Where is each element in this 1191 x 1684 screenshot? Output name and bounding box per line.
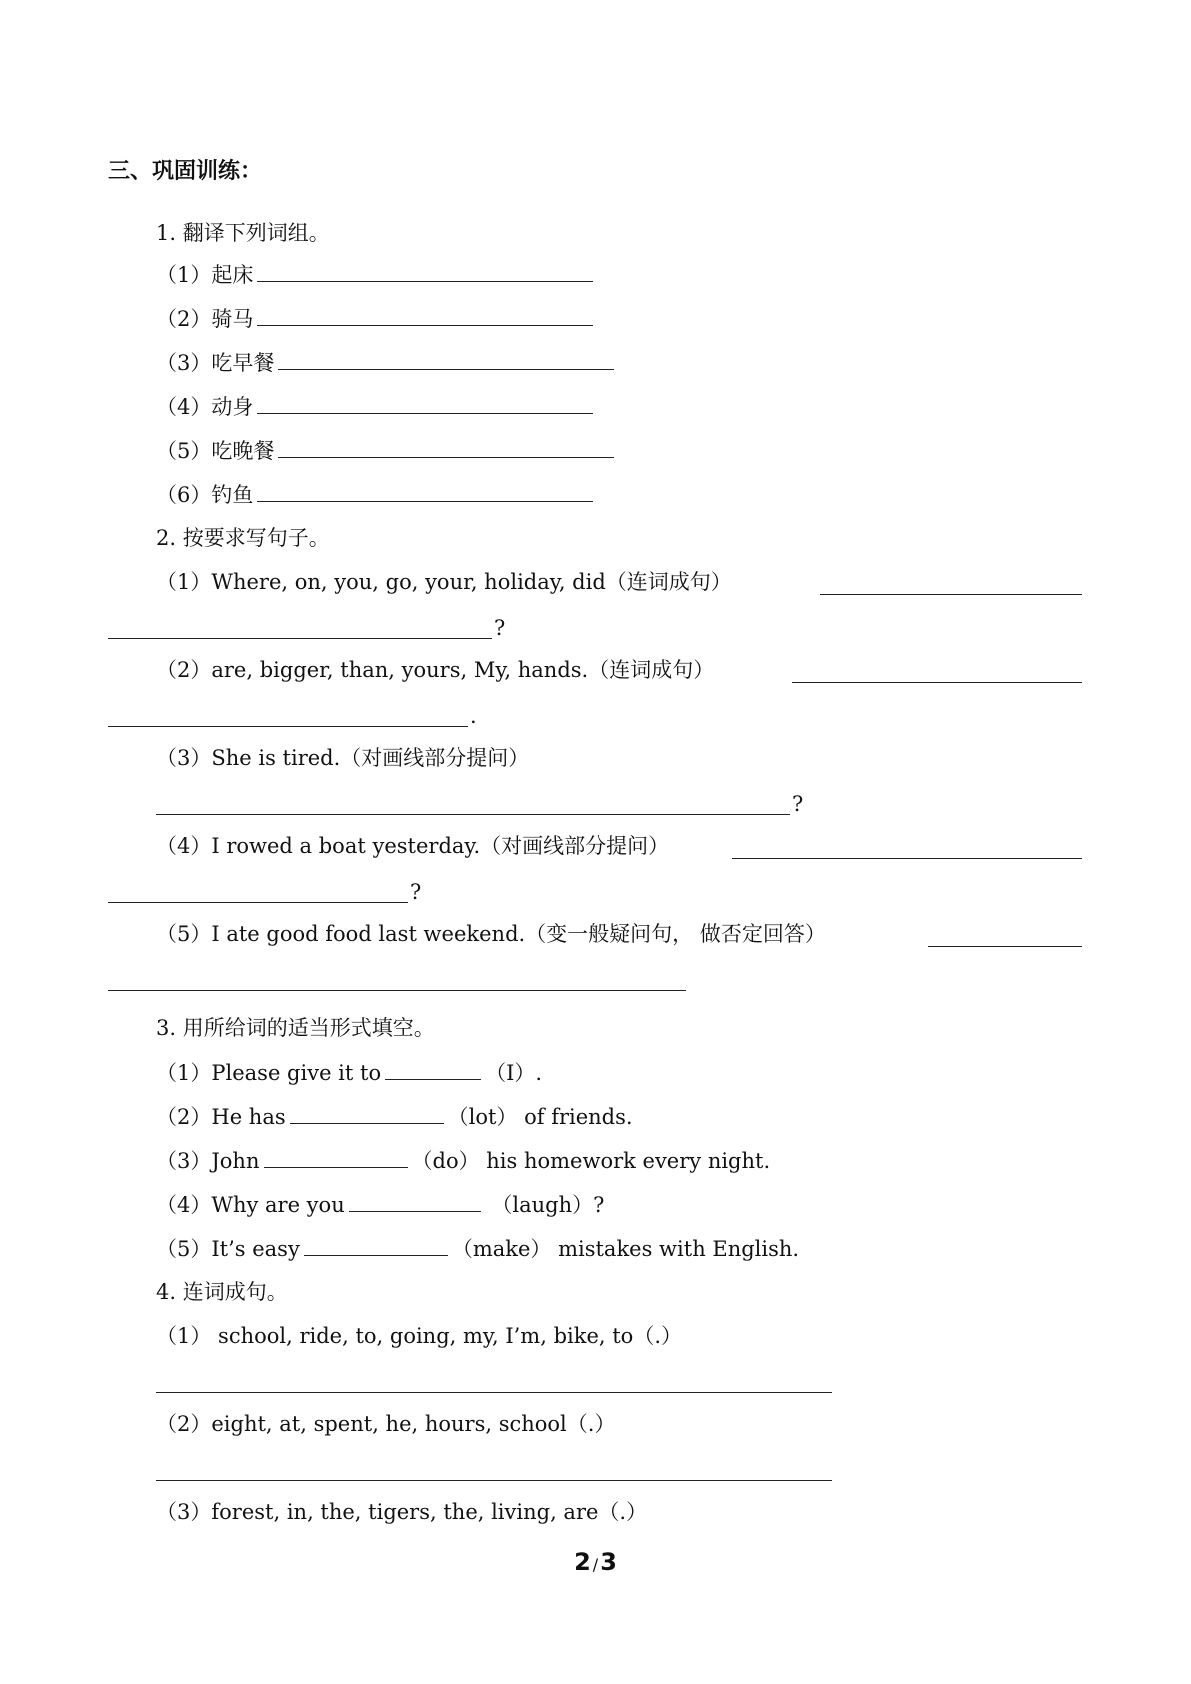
answer-line[interactable] [928,946,1082,947]
q1-item-5: （5）吃晚餐 [156,435,618,466]
answer-blank[interactable] [349,1189,481,1212]
q3-item-4: （4）Why are you （laugh）? [156,1189,604,1220]
q3-item-5: （5）It’s easy （make） mistakes with English. [156,1233,799,1264]
answer-line[interactable] [108,726,468,727]
answer-line[interactable] [156,1480,832,1481]
answer-line[interactable] [156,1392,832,1393]
q4-title: 4. 连词成句。 [156,1280,288,1304]
q1-item-2: （2）骑马 [156,303,597,334]
answer-line[interactable] [792,682,1082,683]
q2-title: 2. 按要求写句子。 [156,526,330,550]
q2-item-2: （2）are, bigger, than, yours, My, hands.（连词成句） [156,658,715,682]
answer-blank[interactable] [257,479,593,502]
q4-item-2: （2）eight, at, spent, he, hours, school（.） [156,1412,616,1436]
answer-blank[interactable] [257,303,593,326]
answer-line[interactable] [156,814,790,815]
q2-item-4-end: ? [410,880,422,904]
answer-blank[interactable] [278,347,614,370]
q1-item-3: （3）吃早餐 [156,347,618,378]
q2-item-4: （4）I rowed a boat yesterday.（对画线部分提问） [156,834,670,858]
q3-item-2: （2）He has （lot） of friends. [156,1101,633,1132]
q1-item-6: （6）钓鱼 [156,479,597,510]
q2-item-3-end: ? [792,792,804,816]
answer-line[interactable] [108,990,686,991]
answer-blank[interactable] [264,1145,408,1168]
answer-line[interactable] [108,638,492,639]
total-pages: 3 [600,1548,617,1576]
q3-item-1: （1）Please give it to （I）. [156,1057,542,1088]
q2-item-5: （5）I ate good food last weekend.（变一般疑问句， 做否定回答） [156,922,826,946]
answer-blank[interactable] [290,1101,444,1124]
current-page: 2 [574,1548,591,1576]
q2-item-3: （3）She is tired.（对画线部分提问） [156,746,530,770]
q3-item-3: （3）John （do） his homework every night. [156,1145,770,1176]
answer-blank[interactable] [257,391,593,414]
q4-item-3: （3）forest, in, the, tigers, the, living, are（.） [156,1500,648,1524]
answer-line[interactable] [108,902,408,903]
q2-item-2-end: . [470,704,477,728]
q2-item-1-end: ? [494,616,506,640]
answer-line[interactable] [820,594,1082,595]
q1-title: 1. 翻译下列词组。 [156,221,330,245]
answer-blank[interactable] [278,435,614,458]
q4-item-1: （1） school, ride, to, going, my, I’m, bike, to（.） [156,1324,682,1348]
answer-blank[interactable] [257,259,593,282]
page-number: 2 /3 [574,1548,617,1576]
q3-title: 3. 用所给词的适当形式填空。 [156,1016,435,1040]
answer-line[interactable] [732,858,1082,859]
answer-blank[interactable] [385,1057,481,1080]
answer-blank[interactable] [304,1233,448,1256]
q1-item-4: （4）动身 [156,391,597,422]
section-title: 三、巩固训练： [108,159,263,184]
q1-item-1: （1）起床 [156,259,597,290]
q2-item-1: （1）Where, on, you, go, your, holiday, did（连词成句） [156,570,732,594]
